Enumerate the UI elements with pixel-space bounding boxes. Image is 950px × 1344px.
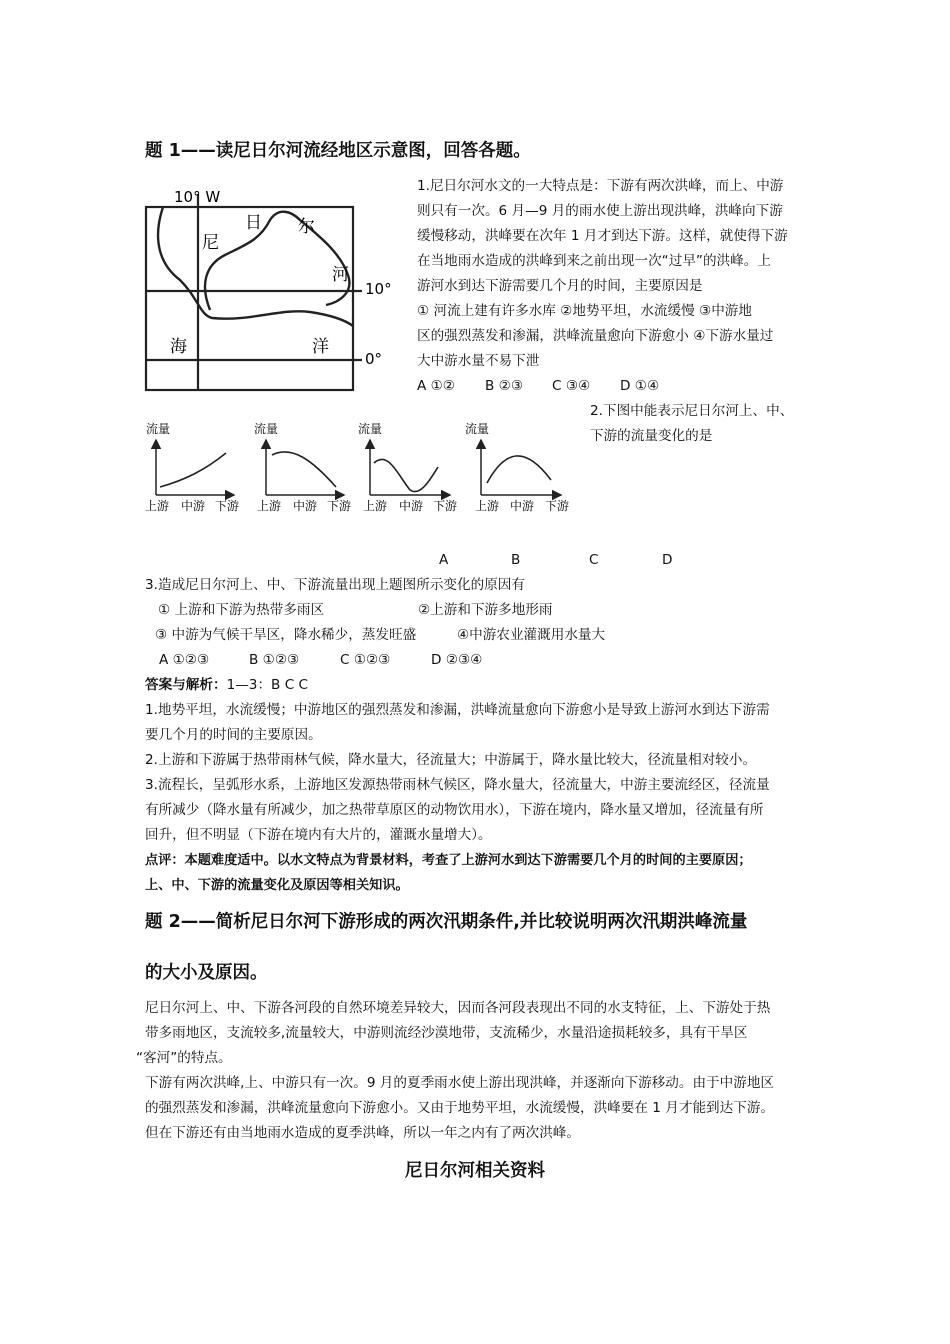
q3-option-3: ③ 中游为气候干旱区，降水稀少，蒸发旺盛 <box>155 627 417 643</box>
map-frame <box>146 207 353 390</box>
svg-text:流量: 流量 <box>358 422 383 436</box>
comment-line: 上、中、下游的流量变化及原因等相关知识。 <box>145 878 409 893</box>
explain-line: 回升，但不明显（下游在境内有大片的，灌溉水量增大）。 <box>145 827 492 843</box>
q2-body-line: 下游有两次洪峰,上、中游只有一次。9 月的夏季雨水使上游出现洪峰，并逐渐向下游移动。由于中游地区 <box>145 1075 775 1091</box>
chart-letter-c: C <box>589 552 599 568</box>
svg-text:下游: 下游 <box>433 499 458 513</box>
map-char-hai: 海 <box>170 337 187 357</box>
niger-river <box>205 212 349 310</box>
q2-body-line: 但在下游还有由当地雨水造成的夏季洪峰，所以一年之内有了两次洪峰。 <box>145 1125 580 1141</box>
q3-choice-c: C ①②③ <box>340 652 391 668</box>
q1-title: 题 1——读尼日尔河流经地区示意图，回答各题。 <box>145 141 531 161</box>
q1-line: 大中游水量不易下泄 <box>417 353 540 369</box>
curve-b <box>272 452 336 487</box>
explain-line: 1.地势平坦，水流缓慢；中游地区的强烈蒸发和渗漏，洪峰流量愈向下游愈小是导致上游河水到达下游需 <box>145 702 770 718</box>
q2-line: 2.下图中能表示尼日尔河上、中、 <box>590 403 794 419</box>
explain-line: 3.流程长，呈弧形水系，上游地区发源热带雨林气候区，降水量大，径流量大，中游主要流经区，径流量 <box>145 777 770 793</box>
q3-choice-b: B ①②③ <box>249 652 300 668</box>
chart-letter-a: A <box>439 552 449 568</box>
svg-text:上游: 上游 <box>145 499 170 513</box>
q1-line: 游河水到达下游需要几个月的时间，主要原因是 <box>417 278 703 294</box>
map-char-ni: 尼 <box>202 233 219 253</box>
map-char-ri: 日 <box>245 213 262 233</box>
explain-line: 要几个月的时间的主要原因。 <box>145 727 322 743</box>
flow-chart-b <box>254 421 351 513</box>
chart-letter-b: B <box>511 552 521 568</box>
svg-text:上游: 上游 <box>475 499 500 513</box>
q2-body-line: 尼日尔河上、中、下游各河段的自然环境差异较大，因而各河段表现出不同的水支特征，上、下游处于热 <box>145 1000 771 1016</box>
q2-title: 题 2——简析尼日尔河下游形成的两次汛期条件,并比较说明两次汛期洪峰流量 <box>145 912 748 932</box>
explain-line: 2.上游和下游属于热带雨林气候，降水量大，径流量大；中游属于，降水量比较大，径流量相对较小。 <box>145 752 757 768</box>
lat0-label: 0° <box>365 350 383 368</box>
q1-option-d: D ①④ <box>620 378 660 394</box>
lat10-label: 10° <box>365 280 392 298</box>
section-title: 尼日尔河相关资料 <box>405 1161 545 1181</box>
q1-option-b: B ②③ <box>485 378 524 394</box>
svg-text:上游: 上游 <box>257 499 282 513</box>
svg-text:流量: 流量 <box>146 422 171 436</box>
q1-line: 1.尼日尔河水文的一大特点是：下游有两次洪峰，而上、中游 <box>417 178 784 194</box>
svg-text:中游: 中游 <box>181 499 206 513</box>
explain-line: 有所减少（降水量有所减少，加之热带草原区的动物饮用水），下游在境内，降水量又增加，径流量有所 <box>145 802 764 818</box>
q2-body-line: “客河”的特点。 <box>136 1050 232 1066</box>
q1-line: ① 河流上建有许多水库 ②地势平坦，水流缓慢 ③中游地 <box>417 303 752 319</box>
comment-line: 点评：本题难度适中。以水文特点为背景材料，考查了上游河水到达下游需要几个月的时间的主要原因； <box>145 853 752 868</box>
q1-option-a: A ①② <box>417 378 455 394</box>
q1-option-c: C ③④ <box>552 378 591 394</box>
flow-chart-c <box>358 421 457 513</box>
q1-line: 缓慢移动，洪峰要在次年 1 月才到达下游。这样，就使得下游 <box>417 228 788 244</box>
q2-line: 下游的流量变化的是 <box>590 428 713 444</box>
map-char-yang: 洋 <box>312 337 329 357</box>
curve-d <box>487 456 551 483</box>
q1-line: 在当地雨水造成的洪峰到来之前出现一次“过早”的洪峰。上 <box>417 253 771 269</box>
svg-text:中游: 中游 <box>293 499 318 513</box>
svg-text:流量: 流量 <box>254 422 279 436</box>
svg-text:流量: 流量 <box>465 422 490 436</box>
q1-line: 区的强烈蒸发和渗漏，洪峰流量愈向下游愈小 ④下游水量过 <box>417 328 774 344</box>
q2-title-cont: 的大小及原因。 <box>145 963 268 983</box>
answer-value: 1—3：B C C <box>226 677 308 693</box>
q2-body-line: 带多雨地区，支流较多,流量较大，中游则流经沙漠地带，支流稀少，水量沿途损耗较多，具有干旱区 <box>145 1025 748 1041</box>
curve-c <box>374 459 438 491</box>
svg-text:中游: 中游 <box>399 499 424 513</box>
chart-letter-d: D <box>662 552 673 568</box>
q3-option-1: ① 上游和下游为热带多雨区 <box>158 602 325 618</box>
q2-body-line: 的强烈蒸发和渗漏，洪峰流量愈向下游愈小。又由于地势平坦，水流缓慢，洪峰要在 1 月才能到达下游。 <box>145 1100 775 1116</box>
lon-label: 10° W <box>174 188 221 206</box>
curve-a <box>160 453 226 487</box>
map-char-he: 河 <box>332 265 349 285</box>
q1-line: 则只有一次。6 月—9 月的雨水使上游出现洪峰，洪峰向下游 <box>417 203 783 219</box>
q3-choice-a: A ①②③ <box>159 652 210 668</box>
niger-river-map <box>140 180 400 400</box>
svg-text:中游: 中游 <box>510 499 535 513</box>
map-char-er: 尔 <box>298 217 315 237</box>
answer-label: 答案与解析： <box>145 677 227 693</box>
flow-chart-a <box>145 421 239 513</box>
flow-charts <box>140 415 580 520</box>
q3-option-4: ④中游农业灌溉用水量大 <box>457 627 606 643</box>
flow-chart-d <box>465 421 569 513</box>
svg-text:下游: 下游 <box>545 499 570 513</box>
svg-text:下游: 下游 <box>215 499 240 513</box>
q3-stem: 3.造成尼日尔河上、中、下游流量出现上题图所示变化的原因有 <box>145 577 525 593</box>
svg-text:下游: 下游 <box>327 499 352 513</box>
q3-option-2: ②上游和下游多地形雨 <box>418 602 553 618</box>
answer-line <box>145 673 308 698</box>
q3-choice-d: D ②③④ <box>431 652 483 668</box>
svg-text:上游: 上游 <box>363 499 388 513</box>
